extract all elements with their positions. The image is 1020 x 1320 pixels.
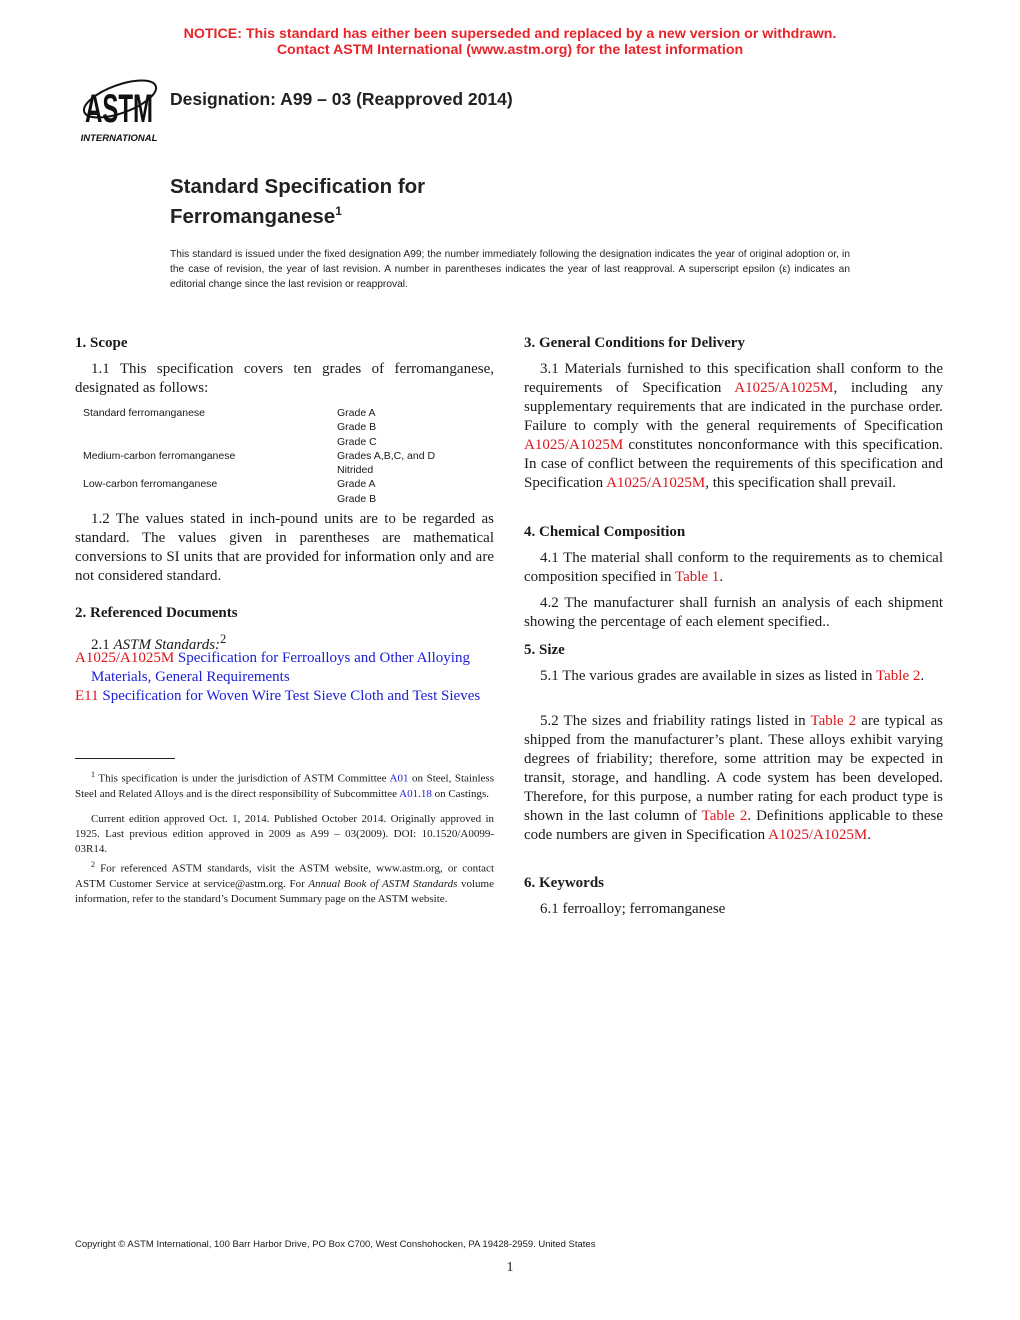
document-link[interactable]: Specification for Ferroalloys and Other Alloying Materials, General Requirements: [91, 650, 470, 685]
text-run: Current edition approved Oct. 1, 2014. Published October 2014. Originally approved in 1925. Last previous edition approved in 2009 as A99 – 03(2009). DOI: 10.1520/A0099-03R14.: [75, 813, 494, 855]
text-run: .: [719, 569, 724, 585]
ferromanganese-type: Standard ferromanganese: [83, 407, 205, 419]
text-run: . Definitions applicable to these code numbers are given in Specification: [524, 808, 943, 843]
text-run: 4.2 The manufacturer shall furnish an analysis of each shipment showing the percentage of each element specified..: [524, 595, 943, 630]
text-run: volume information, refer to the standard’s Document Summary page on the ASTM website.: [75, 877, 494, 905]
ferromanganese-type: Low-carbon ferromanganese: [83, 478, 218, 491]
ferromanganese-type: [83, 420, 337, 434]
document-link[interactable]: Specification for Woven Wire Test Sieve Cloth and Test Sieves: [98, 688, 481, 704]
grade-designation: Grade A: [337, 407, 376, 419]
notice-line-2: Contact ASTM International (www.astm.org) for the latest information: [276, 41, 744, 58]
para-5-1: [524, 667, 943, 686]
grade-row: [83, 449, 435, 463]
para-4-1: [524, 549, 943, 587]
text-run: This specification is under the jurisdiction of ASTM Committee: [95, 772, 390, 785]
text-run: 1.2 The values stated in inch-pound units are to be regarded as standard. The values given in parentheses are mathematical conversions to SI units that are provided for information only and are not considered standard.: [75, 511, 494, 584]
reference-e11[interactable]: [75, 687, 510, 706]
section-4-heading: 4. Chemical Composition: [524, 524, 686, 540]
document-title: [170, 174, 425, 229]
text-run: .: [920, 668, 925, 684]
grade-row: [83, 420, 435, 434]
notice-line-1: NOTICE: This standard has either been superseded and replaced by a new version or withdrawn.: [183, 26, 837, 42]
text-run: , including any supplementary requirements that are indicated in the purchase order. Failure to comply with the general requirements of Specification: [524, 380, 943, 434]
text-run: on Castings.: [431, 787, 489, 800]
text-run: ASTM Standards:: [113, 637, 221, 653]
ferromanganese-type: Medium-carbon ferromanganese: [83, 449, 236, 462]
ferromanganese-type: [83, 492, 337, 506]
preamble: This standard is issued under the fixed designation A99; the number immediately following the designation indicates the year of original adoption or, in the case of revision, the year of last revision. A number in parentheses indicates the year of last reapproval. A superscript epsilon (ε) indicates an editorial change since the last revision or reapproval.: [170, 249, 850, 290]
grade-row: [83, 435, 435, 449]
document-link[interactable]: Table 2: [701, 808, 748, 824]
title-text: Ferromanganese: [170, 204, 336, 228]
document-link[interactable]: A1025/A1025M: [75, 650, 175, 666]
footnote-2: [75, 857, 494, 907]
svg-text:INTERNATIONAL: INTERNATIONAL: [80, 133, 158, 144]
para-6-1: [524, 900, 943, 919]
title-footnote-ref[interactable]: 1: [335, 204, 342, 218]
text-run: , this specification shall prevail.: [705, 475, 897, 491]
svg-text:ASTM: ASTM: [85, 87, 153, 131]
text-run: 6.1 ferroalloy; ferromanganese: [540, 901, 726, 917]
reference-a1025[interactable]: [75, 649, 510, 687]
text-run: 5.1 The various grades are available in sizes as listed in: [540, 668, 877, 684]
text-run: 4.1 The material shall conform to the requirements as to chemical composition specified in: [524, 550, 943, 585]
copyright-footer: Copyright © ASTM International, 100 Barr Harbor Drive, PO Box C700, West Conshohocken, PA 19428-2959. United States: [75, 1239, 596, 1250]
ferromanganese-type: [83, 463, 337, 477]
section-5-heading: 5. Size: [524, 642, 565, 658]
document-link[interactable]: E11: [75, 688, 99, 704]
para-1-2: [75, 510, 494, 586]
ferromanganese-type: [83, 435, 337, 449]
astm-logo: [76, 66, 162, 146]
para-1-1: [75, 360, 494, 398]
section-6-heading: 6. Keywords: [524, 875, 604, 891]
grades-table: [83, 406, 435, 506]
title-line-1: Standard Specification for: [170, 175, 426, 198]
title-line-2: [170, 199, 425, 229]
text-run: 5.2 The sizes and friability ratings listed in: [540, 713, 811, 729]
footnote-1: [75, 767, 494, 802]
para-3-1: [524, 360, 943, 493]
grade-row: [83, 477, 435, 491]
document-link[interactable]: Table 1: [674, 569, 720, 585]
document-link[interactable]: Table 2: [810, 713, 857, 729]
grade-designation: Grades A,B,C, and D: [337, 449, 436, 462]
designation: Designation: A99 – 03 (Reapproved 2014): [170, 89, 513, 109]
page-number: 1: [506, 1260, 514, 1275]
text-run: constitutes nonconformance with this specification. In case of conflict between the requirements of this specification and Specification: [524, 437, 943, 491]
para-4-2: [524, 594, 943, 632]
section-1-heading: 1. Scope: [75, 335, 128, 351]
document-link[interactable]: A1025/A1025M: [606, 475, 706, 491]
footnote-marker[interactable]: 2: [220, 632, 227, 646]
document-link[interactable]: Table 2: [876, 668, 921, 684]
text-run: For referenced ASTM standards, visit the ASTM website, www.astm.org, or contact ASTM Customer Service at service@astm.org. For: [75, 862, 494, 890]
grade-designation: Grade A: [337, 478, 376, 491]
document-link[interactable]: A1025/A1025M: [768, 827, 868, 843]
grade-designation: Grade B: [337, 421, 377, 434]
footnote-marker[interactable]: 1: [91, 770, 95, 779]
footnote-divider: [75, 758, 175, 759]
grade-designation: Grade B: [337, 492, 377, 505]
grade-row: [83, 463, 435, 477]
document-link[interactable]: A1025/A1025M: [524, 437, 624, 453]
section-3-heading: 3. General Conditions for Delivery: [524, 335, 745, 351]
document-link[interactable]: A1025/A1025M: [734, 380, 834, 396]
text-run: 2.1: [91, 637, 114, 653]
withdrawal-notice: [0, 27, 1020, 58]
text-run: on Steel, Stainless Steel and Related Alloys and is the direct responsibility of Subcommittee: [75, 772, 494, 800]
grade-designation: Nitrided: [337, 464, 374, 477]
document-link[interactable]: A01: [389, 772, 409, 785]
document-link[interactable]: A01.18: [399, 787, 432, 800]
text-run: 3.1 Materials furnished to this specification shall conform to the requirements of Specification: [524, 361, 943, 396]
text-run: .: [867, 827, 872, 843]
text-run: Annual Book of ASTM Standards: [308, 877, 458, 890]
footnote-marker[interactable]: 2: [91, 860, 95, 869]
text-run: 1.1 This specification covers ten grades of ferromanganese, designated as follows:: [75, 361, 494, 396]
footnote-1-edition: [75, 812, 494, 857]
grade-designation: Grade C: [337, 435, 377, 448]
para-5-2: [524, 712, 943, 845]
grade-row: [83, 406, 435, 420]
grade-row: [83, 492, 435, 506]
text-run: are typical as shipped from the manufacturer’s plant. These alloys exhibit varying degrees of friability; therefore, some attrition may be expected in transit, storage, and handling. A code system has been developed. Therefore, for this purpose, a number rating for each product type is shown in the last column of: [524, 713, 943, 824]
section-2-heading: 2. Referenced Documents: [75, 605, 238, 621]
